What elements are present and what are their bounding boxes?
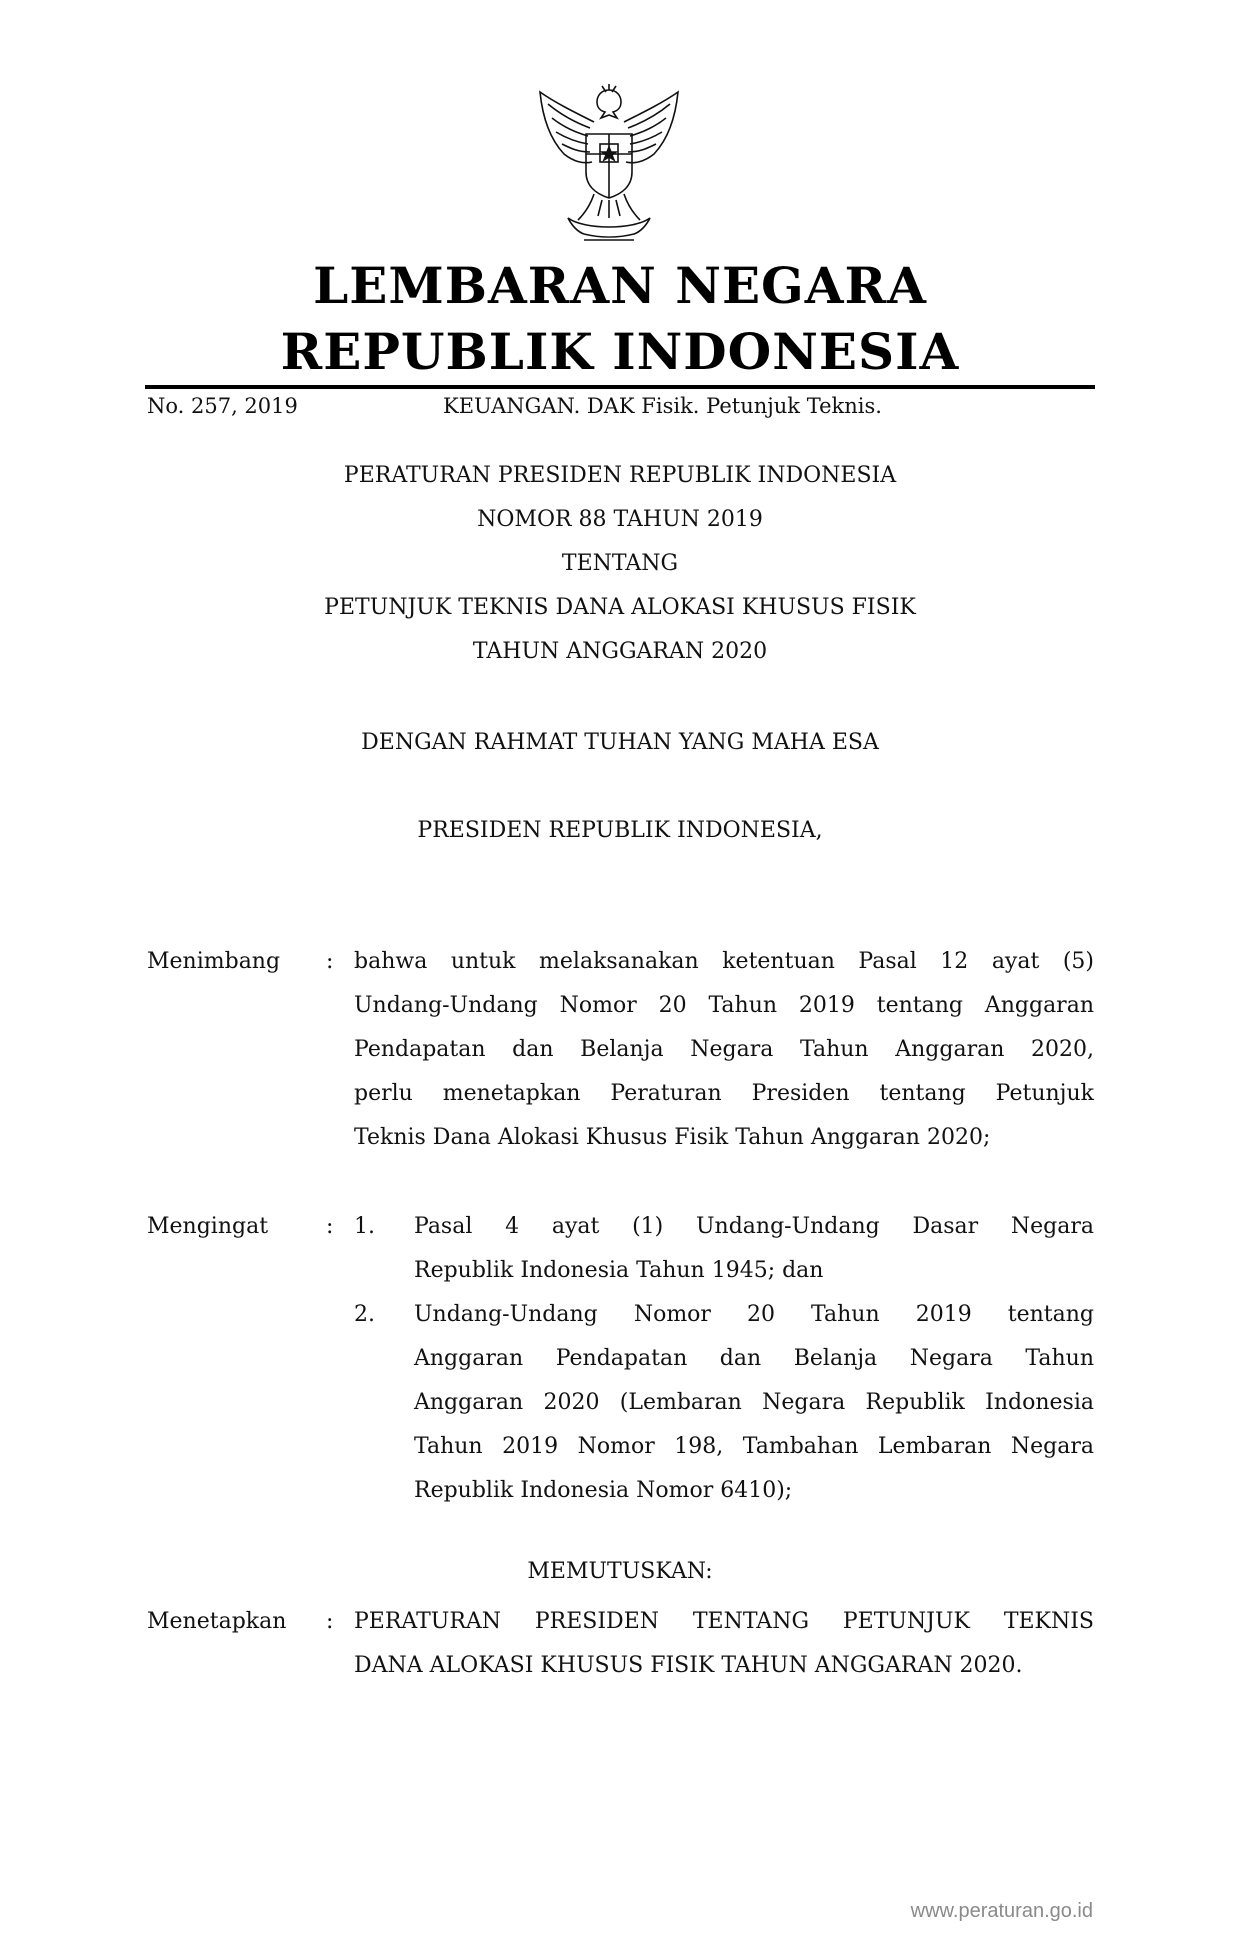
masthead-divider xyxy=(145,385,1095,389)
menetapkan-label: Menetapkan xyxy=(147,1609,287,1634)
menimbang-label: Menimbang xyxy=(147,949,281,974)
menimbang-text xyxy=(354,940,1094,1160)
menimbang-line: Teknis Dana Alokasi Khusus Fisik Tahun Anggaran 2020; xyxy=(354,1125,991,1150)
menetapkan-line: PERATURAN PRESIDEN TENTANG PETUNJUK TEKNIS xyxy=(354,1609,1094,1634)
masthead-title: LEMBARAN NEGARA xyxy=(313,256,927,315)
issue-subject: KEUANGAN. DAK Fisik. Petunjuk Teknis. xyxy=(443,394,882,418)
regulation-number: NOMOR 88 TAHUN 2019 xyxy=(477,507,763,532)
menimbang-line: Undang-Undang Nomor 20 Tahun 2019 tentang Anggaran xyxy=(354,993,1094,1018)
invocation: DENGAN RAHMAT TUHAN YANG MAHA ESA xyxy=(361,730,879,755)
mengingat-item-number: 2. xyxy=(354,1302,375,1327)
president-line: PRESIDEN REPUBLIK INDONESIA, xyxy=(417,818,823,843)
regulation-subject: PETUNJUK TEKNIS DANA ALOKASI KHUSUS FISIK xyxy=(324,595,916,620)
footer-url: www.peraturan.go.id xyxy=(910,1900,1093,1922)
regulation-tentang: TENTANG xyxy=(561,551,679,576)
issue-number: No. 257, 2019 xyxy=(147,394,298,418)
menimbang-line: Pendapatan dan Belanja Negara Tahun Anggaran 2020, xyxy=(354,1037,1094,1062)
mengingat-line: Republik Indonesia Nomor 6410); xyxy=(414,1478,793,1503)
mengingat-line: Tahun 2019 Nomor 198, Tambahan Lembaran Negara xyxy=(414,1434,1094,1459)
menimbang-colon: : xyxy=(326,949,334,974)
mengingat-label: Mengingat xyxy=(147,1214,269,1239)
regulation-year: TAHUN ANGGARAN 2020 xyxy=(472,639,768,664)
mengingat-item-number: 1. xyxy=(354,1214,375,1239)
mengingat-colon: : xyxy=(326,1214,334,1239)
menetapkan-text xyxy=(354,1600,1094,1688)
menetapkan-line: DANA ALOKASI KHUSUS FISIK TAHUN ANGGARAN 2020. xyxy=(354,1653,1023,1678)
mengingat-line: Anggaran 2020 (Lembaran Negara Republik Indonesia xyxy=(414,1390,1094,1415)
mengingat-line: Anggaran Pendapatan dan Belanja Negara Tahun xyxy=(414,1346,1094,1371)
mengingat-line: Pasal 4 ayat (1) Undang-Undang Dasar Negara xyxy=(414,1214,1094,1239)
garuda-emblem-icon xyxy=(534,82,684,242)
memutuskan-heading: MEMUTUSKAN: xyxy=(527,1559,713,1584)
mengingat-item-2 xyxy=(414,1293,1094,1513)
mengingat-item-1 xyxy=(414,1205,1094,1293)
mengingat-line: Undang-Undang Nomor 20 Tahun 2019 tentang xyxy=(414,1302,1094,1327)
mengingat-line: Republik Indonesia Tahun 1945; dan xyxy=(414,1258,824,1283)
menetapkan-colon: : xyxy=(326,1609,334,1634)
regulation-title: PERATURAN PRESIDEN REPUBLIK INDONESIA xyxy=(343,463,897,488)
masthead-subtitle: REPUBLIK INDONESIA xyxy=(280,322,960,381)
menimbang-line: bahwa untuk melaksanakan ketentuan Pasal 12 ayat (5) xyxy=(354,949,1094,974)
menimbang-line: perlu menetapkan Peraturan Presiden tentang Petunjuk xyxy=(354,1081,1094,1106)
